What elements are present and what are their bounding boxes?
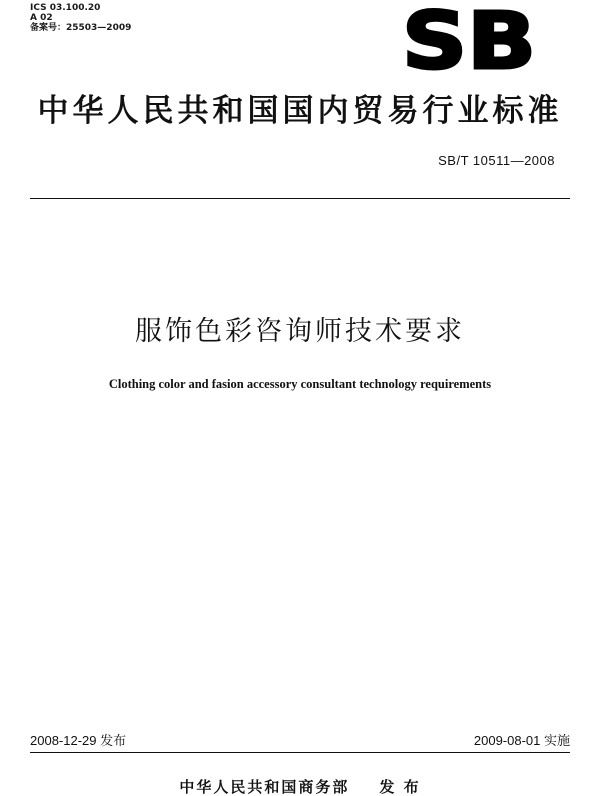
standard-category: 中华人民共和国国内贸易行业标准 [37, 93, 563, 129]
sb-logo [398, 4, 542, 74]
bottom-divider [30, 752, 570, 753]
issuer-name: 中华人民共和国商务部 [179, 778, 350, 796]
document-title-english: Clothing color and fasion accessory consultant technology requirements [108, 377, 492, 391]
document-title-chinese: 服饰色彩咨询师技术要求 [135, 316, 465, 347]
ccs-code: A 02 [30, 13, 53, 23]
record-number: 备案号：25503—2009 [30, 23, 132, 33]
ics-code: ICS 03.100.20 [30, 3, 101, 13]
sb-logo-text: SB [402, 4, 536, 74]
issuer-action: 发 布 [379, 778, 421, 796]
issuer-line [0, 779, 600, 795]
standard-number: SB/T 10511—2008 [438, 153, 555, 168]
implementation-date: 2009-08-01 实施 [473, 733, 570, 748]
top-divider [30, 198, 570, 199]
release-date: 2008-12-29 发布 [30, 733, 127, 748]
